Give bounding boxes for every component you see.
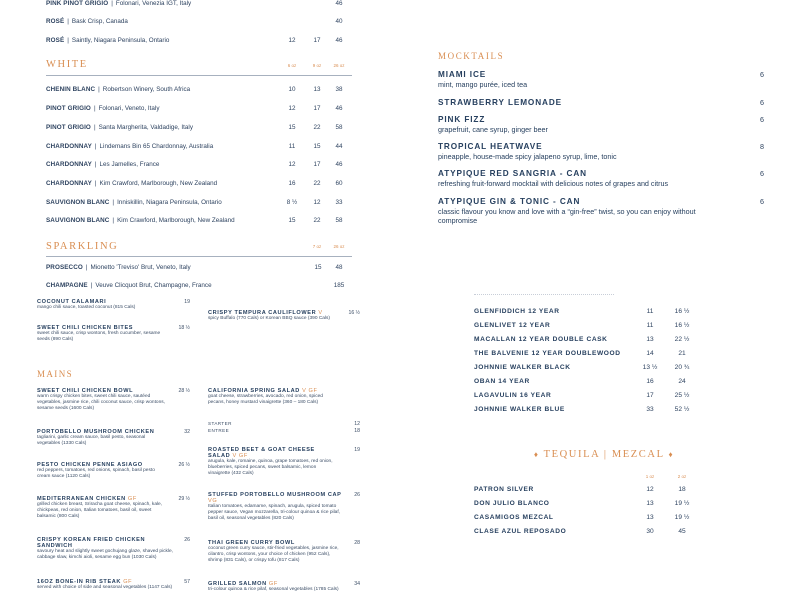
spirit-price-2oz: 19 ½ bbox=[674, 500, 690, 507]
menu-item-desc: tagliarini, garlic cream sauce, basil pesto, seasonal vegetables (1330 Cals) bbox=[37, 435, 146, 447]
menu-item-name: CRISPY KOREAN FRIED CHICKEN SANDWICH bbox=[37, 537, 146, 549]
wine-desc: Mionetto 'Treviso' Brut, Veneto, Italy bbox=[90, 264, 191, 271]
wine-price-6oz: 10 bbox=[288, 86, 296, 93]
diamond-ornament-icon: ♦ bbox=[668, 450, 675, 459]
mocktail-name: MIAMI ICE bbox=[438, 70, 487, 79]
menu-item-desc: coconut green curry sauce, stir-fried vegetables, jasmine rice, cilantro, crisp wontons, your choice of chicken (952 Cals), shrimp (831 Cals), or crispy tofu (817 Cals) bbox=[208, 546, 339, 564]
menu-item-name: THAI GREEN CURRY BOWL bbox=[208, 540, 295, 546]
section-heading-mains: MAINS bbox=[37, 369, 74, 379]
menu-item-name: CALIFORNIA SPRING SALAD bbox=[208, 388, 300, 394]
menu-item-name: CRISPY TEMPURA CAULIFLOWER bbox=[208, 310, 317, 316]
spirit-name: PATRON SILVER bbox=[474, 486, 534, 493]
menu-item bbox=[37, 537, 179, 561]
spirit-price-1oz: 16 bbox=[646, 378, 654, 385]
size-label: 1 oz bbox=[645, 474, 655, 479]
spirit-name: LAGAVULIN 16 YEAR bbox=[474, 392, 552, 399]
menu-item-desc: tri-colour quinoa & rice pilaf, seasonal vegetables (1785 Cals) bbox=[208, 587, 339, 592]
menu-item-price: 26 ½ bbox=[178, 462, 190, 468]
spirit-row bbox=[474, 404, 734, 416]
spirit-price-2oz: 22 ½ bbox=[674, 336, 690, 343]
spirit-row bbox=[474, 498, 734, 510]
spirit-name: THE BALVENIE 12 YEAR DOUBLEWOOD bbox=[474, 350, 621, 357]
spirit-name: MACALLAN 12 YEAR DOUBLE CASK bbox=[474, 336, 608, 343]
wine-price-bottle: 46 bbox=[335, 37, 343, 44]
wine-name: PROSECCO bbox=[46, 264, 83, 271]
diet-tag: V GF bbox=[302, 388, 318, 394]
wine-name: SAUVIGNON BLANC bbox=[46, 217, 110, 224]
spirit-row bbox=[474, 320, 734, 332]
mocktail-desc: classic flavour you know and love with a “gin-free” twist, so you can enjoy without compromise bbox=[438, 207, 696, 225]
spirit-price-1oz: 11 bbox=[646, 322, 654, 329]
salad-size-label: ENTREE bbox=[208, 428, 230, 433]
wine-price-6oz: 16 bbox=[288, 180, 296, 187]
menu-item-desc: sweet chili sauce, crisp wontons, fresh cucumber, sesame seeds (890 Cals) bbox=[37, 331, 161, 343]
menu-item-price: 19 bbox=[354, 447, 360, 453]
wine-price-6oz: 8 ½ bbox=[286, 199, 298, 206]
cropped-heading-remnant bbox=[474, 294, 614, 297]
spirit-price-2oz: 20 ¾ bbox=[674, 364, 690, 371]
wine-row: PROSECCO | Mionetto 'Treviso' Brut, Veneto, Italy 15 48 bbox=[46, 262, 352, 274]
wine-name: PINK PINOT GRIGIO bbox=[46, 0, 109, 7]
wine-name: CHENIN BLANC bbox=[46, 86, 96, 93]
mocktail-item bbox=[438, 70, 738, 89]
wine-price-bottle: 46 bbox=[335, 0, 343, 7]
diet-tag: VG bbox=[208, 498, 218, 504]
diamond-ornament-icon: ♦ bbox=[533, 450, 540, 459]
menu-item-price: 26 bbox=[354, 492, 360, 498]
wine-name: PINOT GRIGIO bbox=[46, 124, 91, 131]
spirit-row bbox=[474, 376, 734, 388]
wine-desc: Folonari, Venezia IGT, Italy bbox=[115, 0, 192, 7]
spirit-name: JOHNNIE WALKER BLACK bbox=[474, 364, 571, 371]
spirit-price-2oz: 45 bbox=[678, 528, 686, 535]
wine-name: PINOT GRIGIO bbox=[46, 105, 91, 112]
menu-item-name: COCONUT CALAMARI bbox=[37, 299, 107, 305]
wine-row: PINOT GRIGIO | Folonari, Veneto, Italy 12 17 46 bbox=[46, 103, 352, 115]
wine-price-9oz: 17 bbox=[313, 105, 321, 112]
wine-price-6oz: 15 bbox=[288, 217, 296, 224]
spirit-name: OBAN 14 YEAR bbox=[474, 378, 530, 385]
section-heading-sparkling: SPARKLING bbox=[46, 241, 119, 252]
menu-item-name: PORTOBELLO MUSHROOM CHICKEN bbox=[37, 429, 155, 435]
menu-item-name: STUFFED PORTOBELLO MUSHROOM CAP bbox=[208, 492, 342, 498]
size-label: 26 oz bbox=[333, 244, 345, 249]
wine-price-bottle: 58 bbox=[335, 217, 343, 224]
wine-name: CHARDONNAY bbox=[46, 180, 92, 187]
mocktail-price: 8 bbox=[760, 142, 764, 151]
wine-price-9oz: 17 bbox=[313, 161, 321, 168]
wine-row: ROSÉ | Saintly, Niagara Peninsula, Ontario 12 17 46 bbox=[46, 35, 352, 47]
wine-price-glass: 15 bbox=[314, 264, 322, 271]
spirit-name: CASAMIGOS MEZCAL bbox=[474, 514, 554, 521]
spirit-row bbox=[474, 362, 734, 374]
mocktail-name: STRAWBERRY LEMONADE bbox=[438, 98, 562, 107]
wine-name: ROSÉ bbox=[46, 37, 65, 44]
wine-name: SAUVIGNON BLANC bbox=[46, 199, 110, 206]
spirit-row bbox=[474, 512, 734, 524]
menu-item-name: ROASTED BEET & GOAT CHEESE SALAD bbox=[208, 447, 315, 459]
wine-desc: Lindemans Bin 65 Chardonnay, Australia bbox=[99, 143, 214, 150]
section-heading-tequila bbox=[470, 449, 738, 460]
spirit-row bbox=[474, 484, 734, 496]
spirit-name: CLASE AZUL REPOSADO bbox=[474, 528, 567, 535]
wine-price-bottle: 58 bbox=[335, 124, 343, 131]
menu-item-price: 18 ½ bbox=[178, 325, 190, 331]
spirit-row bbox=[474, 334, 734, 346]
size-label: 2 oz bbox=[677, 474, 687, 479]
wine-price-9oz: 15 bbox=[313, 143, 321, 150]
spirit-name: JOHNNIE WALKER BLUE bbox=[474, 406, 565, 413]
wine-row: SAUVIGNON BLANC | Kim Crawford, Marlborough, New Zealand 15 22 58 bbox=[46, 215, 352, 227]
wine-row: CHARDONNAY | Lindemans Bin 65 Chardonnay, Australia 11 15 44 bbox=[46, 141, 352, 153]
menu-item-price: 28 ½ bbox=[178, 388, 190, 394]
mocktail-item bbox=[438, 142, 738, 161]
spirit-price-1oz: 11 bbox=[646, 308, 654, 315]
wine-price-bottle: 46 bbox=[335, 105, 343, 112]
wine-name: CHARDONNAY bbox=[46, 143, 92, 150]
menu-item-price: 19 bbox=[184, 299, 190, 305]
wine-row: CHARDONNAY | Les Jamelles, France 12 17 46 bbox=[46, 159, 352, 171]
mocktail-name: TROPICAL HEATWAVE bbox=[438, 142, 543, 151]
menu-item-price: 29 ½ bbox=[178, 496, 190, 502]
menu-item-desc: grilled chicken breast, Sriracha goat cheese, spinach, kale, chickpeas, red onion, Italian tomatoes, basil oil, sweet balsamic (800 Cals) bbox=[37, 502, 163, 520]
menu-item-name: MEDITERRANEAN CHICKEN bbox=[37, 496, 126, 502]
menu-item-desc: spicy Buffalo (770 Cals) or Korean BBQ sauce (390 Cals) bbox=[208, 316, 331, 321]
menu-item-name: GRILLED SALMON bbox=[208, 581, 267, 587]
spirit-price-2oz: 24 bbox=[678, 378, 686, 385]
menu-item bbox=[37, 388, 167, 413]
wine-price-6oz: 11 bbox=[288, 143, 296, 150]
wine-row: ROSÉ | Bask Crisp, Canada 40 bbox=[46, 16, 352, 28]
size-label: 9 oz bbox=[312, 63, 322, 68]
mocktail-desc: pineapple, house-made spicy jalapeno syrup, lime, tonic bbox=[438, 152, 617, 161]
spirit-price-2oz: 16 ½ bbox=[674, 308, 690, 315]
spirit-price-1oz: 13 bbox=[646, 336, 654, 343]
wine-desc: Folonari, Veneto, Italy bbox=[98, 105, 160, 112]
spirit-price-2oz: 16 ½ bbox=[674, 322, 690, 329]
wine-desc: Santa Margherita, Valdadige, Italy bbox=[98, 124, 193, 131]
wine-price-bottle: 40 bbox=[335, 18, 343, 25]
menu-item-desc: red peppers, tomatoes, red onions, spinach, basil pesto cream sauce (1120 Cals) bbox=[37, 468, 155, 480]
menu-item-price: 16 ½ bbox=[348, 310, 360, 316]
wine-row: PINK PINOT GRIGIO | Folonari, Venezia IGT, Italy 46 bbox=[46, 0, 352, 10]
menu-item-name: SWEET CHILI CHICKEN BOWL bbox=[37, 388, 134, 394]
wine-desc: Kim Crawford, Marlborough, New Zealand bbox=[99, 180, 218, 187]
menu-item bbox=[208, 310, 348, 322]
wine-desc: Inniskillin, Niagara Peninsula, Ontario bbox=[117, 199, 222, 206]
menu-item bbox=[37, 462, 167, 480]
spirit-row bbox=[474, 348, 734, 360]
menu-item bbox=[208, 492, 350, 523]
menu-item-desc: savoury heat and slightly sweet gochujang glaze, shaved pickle, cabbage slaw, kimchi aioli, sesame egg bun (1030 Cals) bbox=[37, 549, 173, 561]
menu-item-price: 34 bbox=[354, 581, 360, 587]
menu-item-desc: goat cheese, strawberries, avocado, red onion, spiced pecans, honey mustard vinaigrette (360 – 180 Cals) bbox=[208, 394, 323, 406]
size-label: 6 oz bbox=[287, 63, 297, 68]
wine-price-9oz: 12 bbox=[313, 199, 321, 206]
wine-price-6oz: 12 bbox=[288, 161, 296, 168]
mocktail-desc: refreshing fruit-forward mocktail with delicious notes of grapes and citrus bbox=[438, 179, 669, 188]
spirit-row bbox=[474, 306, 734, 318]
menu-item bbox=[208, 447, 338, 478]
wine-price-6oz: 15 bbox=[288, 124, 296, 131]
menu-item-desc: served with choice of side and seasonal vegetables (1147 Cals) bbox=[37, 585, 173, 590]
menu-item-desc: mango chili sauce, toasted coconut (815 Cals) bbox=[37, 305, 136, 310]
mocktail-desc: grapefruit, cane syrup, ginger beer bbox=[438, 125, 548, 134]
wine-price-bottle: 185 bbox=[333, 282, 345, 289]
tequila-heading-text: TEQUILA | MEZCAL bbox=[543, 449, 665, 460]
spirit-price-1oz: 13 ½ bbox=[642, 364, 658, 371]
spirit-name: GLENLIVET 12 YEAR bbox=[474, 322, 551, 329]
salad-size-price: 12 bbox=[354, 421, 360, 427]
menu-item-desc: warm crispy chicken bites, sweet chili sauce, sautéed vegetables, jasmine rice, chili coconut sauce, crisp wontons, sesame seeds (1600 Cals) bbox=[37, 394, 165, 412]
wine-price-bottle: 44 bbox=[335, 143, 343, 150]
spirit-price-1oz: 14 bbox=[646, 350, 654, 357]
menu-item-price: 32 bbox=[184, 429, 190, 435]
wine-desc: Les Jamelles, France bbox=[99, 161, 160, 168]
spirit-price-2oz: 18 bbox=[678, 486, 686, 493]
menu-item bbox=[208, 581, 348, 593]
wine-price-bottle: 38 bbox=[335, 86, 343, 93]
wine-price-9oz: 22 bbox=[313, 217, 321, 224]
menu-item bbox=[208, 540, 343, 565]
wine-desc: Veuve Clicquot Brut, Champagne, France bbox=[95, 282, 212, 289]
mocktail-name: PINK FIZZ bbox=[438, 115, 486, 124]
spirit-name: GLENFIDDICH 12 YEAR bbox=[474, 308, 560, 315]
menu-item bbox=[37, 429, 167, 447]
menu-item-desc: Italian tomatoes, edamame, spinach, arugula, spiced tomato pepper sauce, Vegan mozzarella, tri-colour quinoa & rice pilaf, basil oil, seasonal vegetables (820 Cals) bbox=[208, 504, 340, 522]
menu-item bbox=[37, 496, 169, 521]
menu-item-name: SWEET CHILI CHICKEN BITES bbox=[37, 325, 134, 331]
mocktail-price: 6 bbox=[760, 70, 764, 79]
mocktail-item bbox=[438, 169, 738, 188]
wine-price-9oz: 22 bbox=[313, 180, 321, 187]
mocktail-item bbox=[438, 115, 738, 134]
menu-item bbox=[37, 325, 172, 343]
mocktail-price: 6 bbox=[760, 197, 764, 206]
spirit-row bbox=[474, 526, 734, 538]
menu-item-name: PESTO CHICKEN PENNE ASIAGO bbox=[37, 462, 143, 468]
wine-desc: Robertson Winery, South Africa bbox=[102, 86, 191, 93]
spirit-price-2oz: 21 bbox=[678, 350, 686, 357]
spirit-price-1oz: 33 bbox=[646, 406, 654, 413]
diet-tag: GF bbox=[268, 581, 278, 587]
menu-item-name: 16OZ BONE-IN RIB STEAK bbox=[37, 579, 122, 585]
wine-price-6oz: 12 bbox=[288, 37, 296, 44]
wine-row: SAUVIGNON BLANC | Inniskillin, Niagara Peninsula, Ontario 8 ½ 12 33 bbox=[46, 197, 352, 209]
spirit-price-2oz: 19 ½ bbox=[674, 514, 690, 521]
menu-item-price: 57 bbox=[184, 579, 190, 585]
menu-item-price: 28 bbox=[354, 540, 360, 546]
spirit-price-1oz: 13 bbox=[646, 500, 654, 507]
spirit-row bbox=[474, 390, 734, 402]
wine-desc: Bask Crisp, Canada bbox=[71, 18, 128, 25]
menu-item bbox=[37, 579, 187, 591]
wine-price-9oz: 17 bbox=[313, 37, 321, 44]
wine-price-6oz: 12 bbox=[288, 105, 296, 112]
wine-price-9oz: 13 bbox=[313, 86, 321, 93]
spirit-price-1oz: 12 bbox=[646, 486, 654, 493]
section-heading-mocktails: MOCKTAILS bbox=[438, 51, 505, 61]
mocktail-price: 6 bbox=[760, 115, 764, 124]
menu-item-price: 26 bbox=[184, 537, 190, 543]
spirit-price-2oz: 52 ½ bbox=[674, 406, 690, 413]
wine-row: CHENIN BLANC | Robertson Winery, South Africa 10 13 38 bbox=[46, 84, 352, 96]
diet-tag: V GF bbox=[232, 453, 248, 459]
wine-row: CHARDONNAY | Kim Crawford, Marlborough, New Zealand 16 22 60 bbox=[46, 178, 352, 190]
wine-price-bottle: 60 bbox=[335, 180, 343, 187]
mocktail-price: 6 bbox=[760, 169, 764, 178]
section-divider bbox=[46, 256, 352, 257]
salad-size-label: STARTER bbox=[208, 421, 232, 426]
spirit-price-1oz: 13 bbox=[646, 514, 654, 521]
wine-row: PINOT GRIGIO | Santa Margherita, Valdadige, Italy 15 22 58 bbox=[46, 122, 352, 134]
mocktail-desc: mint, mango purée, iced tea bbox=[438, 80, 528, 89]
mocktail-item bbox=[438, 197, 698, 225]
menu-item-desc: arugula, kale, romaine, quinoa, grape tomatoes, red onion, blueberries, spiced pecans, sweet balsamic, lemon vinaigrette (432 Cals) bbox=[208, 459, 333, 477]
wine-name: CHAMPAGNE bbox=[46, 282, 88, 289]
spirit-price-1oz: 17 bbox=[646, 392, 654, 399]
wine-desc: Kim Crawford, Marlborough, New Zealand bbox=[117, 217, 235, 224]
wine-desc: Saintly, Niagara Peninsula, Ontario bbox=[71, 37, 170, 44]
wine-row: CHAMPAGNE | Veuve Clicquot Brut, Champagne, France 185 bbox=[46, 280, 352, 292]
mocktail-price: 6 bbox=[760, 98, 764, 107]
size-label: 7 oz bbox=[312, 244, 322, 249]
menu-item bbox=[208, 388, 333, 406]
wine-price-bottle: 33 bbox=[335, 199, 343, 206]
diet-tag: GF bbox=[123, 579, 133, 585]
spirit-price-1oz: 30 bbox=[646, 528, 654, 535]
mocktail-name: ATYPIQUE RED SANGRIA - CAN bbox=[438, 169, 587, 178]
spirit-name: DON JULIO BLANCO bbox=[474, 500, 550, 507]
menu-item bbox=[37, 299, 187, 311]
wine-name: CHARDONNAY bbox=[46, 161, 92, 168]
mocktail-name: ATYPIQUE GIN & TONIC - CAN bbox=[438, 197, 581, 206]
wine-name: ROSÉ bbox=[46, 18, 65, 25]
diet-tag: GF bbox=[127, 496, 137, 502]
size-label: 26 oz bbox=[333, 63, 345, 68]
spirit-price-2oz: 25 ½ bbox=[674, 392, 690, 399]
section-heading-white: WHITE bbox=[46, 59, 88, 70]
salad-size-price: 18 bbox=[354, 428, 360, 434]
mocktail-item bbox=[438, 98, 738, 107]
wine-price-9oz: 22 bbox=[313, 124, 321, 131]
wine-price-bottle: 48 bbox=[335, 264, 343, 271]
diet-tag: V bbox=[318, 310, 323, 316]
wine-price-bottle: 46 bbox=[335, 161, 343, 168]
section-divider bbox=[46, 75, 352, 76]
